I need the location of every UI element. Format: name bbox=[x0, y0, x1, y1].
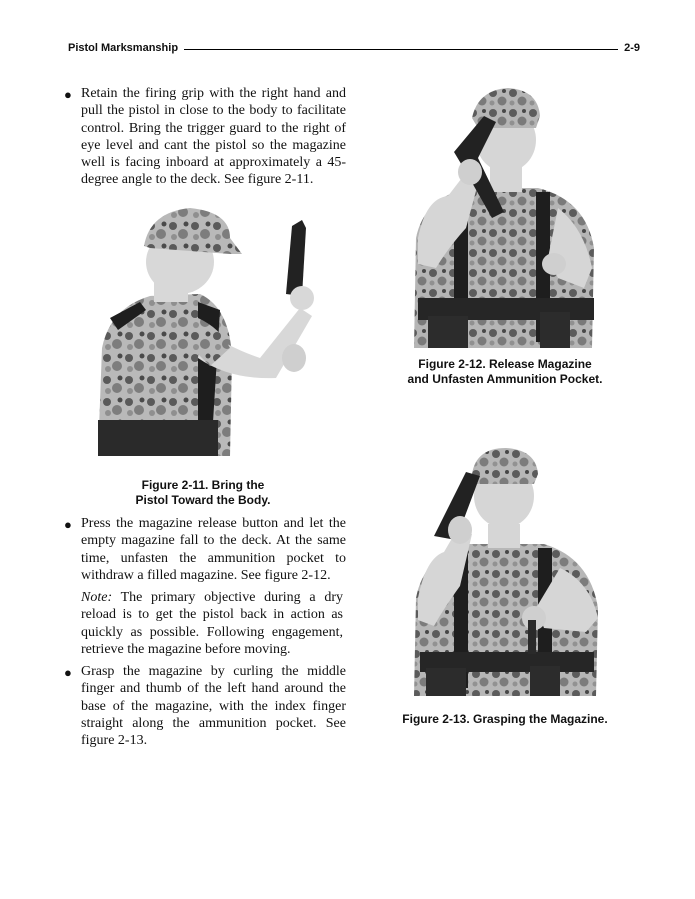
bullet-icon: ● bbox=[64, 665, 72, 680]
caption-line: Figure 2-13. Grasping the Magazine. bbox=[402, 712, 608, 726]
bullet-text: Grasp the magazine by curling the middle finger and thumb of the left hand around the base of the magazine, with the index finger straight along the ammunition pocket. See figure 2-13. bbox=[81, 664, 346, 749]
bullet-text: Retain the firing grip with the right hand and pull the pistol in close to the body to facilitate control. Bring the trigger guard to the right of eye level and cant the pistol so the magazine well is facing inboard at approximately a 45-degree angle to the deck. See figure 2-11. bbox=[81, 86, 346, 188]
figure-2-11-caption bbox=[105, 478, 301, 507]
bullet-item-1 bbox=[64, 85, 346, 189]
figure-2-12-photo bbox=[408, 88, 602, 348]
bullet-text: Press the magazine release button and let the empty magazine fall to the deck. At the same time, unfasten the ammunition pocket to withdraw a filled magazine. See figure 2-12. bbox=[81, 516, 346, 583]
bullet-icon: ● bbox=[64, 87, 72, 102]
caption-line: Figure 2-11. Bring the bbox=[141, 478, 265, 492]
caption-line: Figure 2-12. Release Magazine bbox=[418, 357, 592, 371]
figure-2-13-caption bbox=[390, 712, 620, 727]
note-label: Note: bbox=[81, 590, 113, 605]
bullet-icon: ● bbox=[64, 517, 72, 532]
running-header bbox=[68, 41, 640, 57]
bullet-item-2 bbox=[64, 515, 346, 584]
note-text: The primary objective during a dry reload is to get the pistol back in action as quickly as possible. Following engagement, retrieve the magazine before moving. bbox=[81, 590, 343, 657]
figure-2-11-photo bbox=[80, 198, 320, 456]
header-title: Pistol Marksmanship bbox=[68, 41, 184, 55]
figure-2-12-caption bbox=[388, 357, 622, 386]
caption-line: Pistol Toward the Body. bbox=[135, 492, 271, 507]
note-paragraph bbox=[81, 589, 343, 658]
bullet-item-3 bbox=[64, 663, 346, 749]
page-number: 2-9 bbox=[618, 41, 640, 55]
figure-2-13-photo bbox=[410, 448, 602, 696]
caption-line: and Unfasten Ammunition Pocket. bbox=[407, 371, 603, 386]
